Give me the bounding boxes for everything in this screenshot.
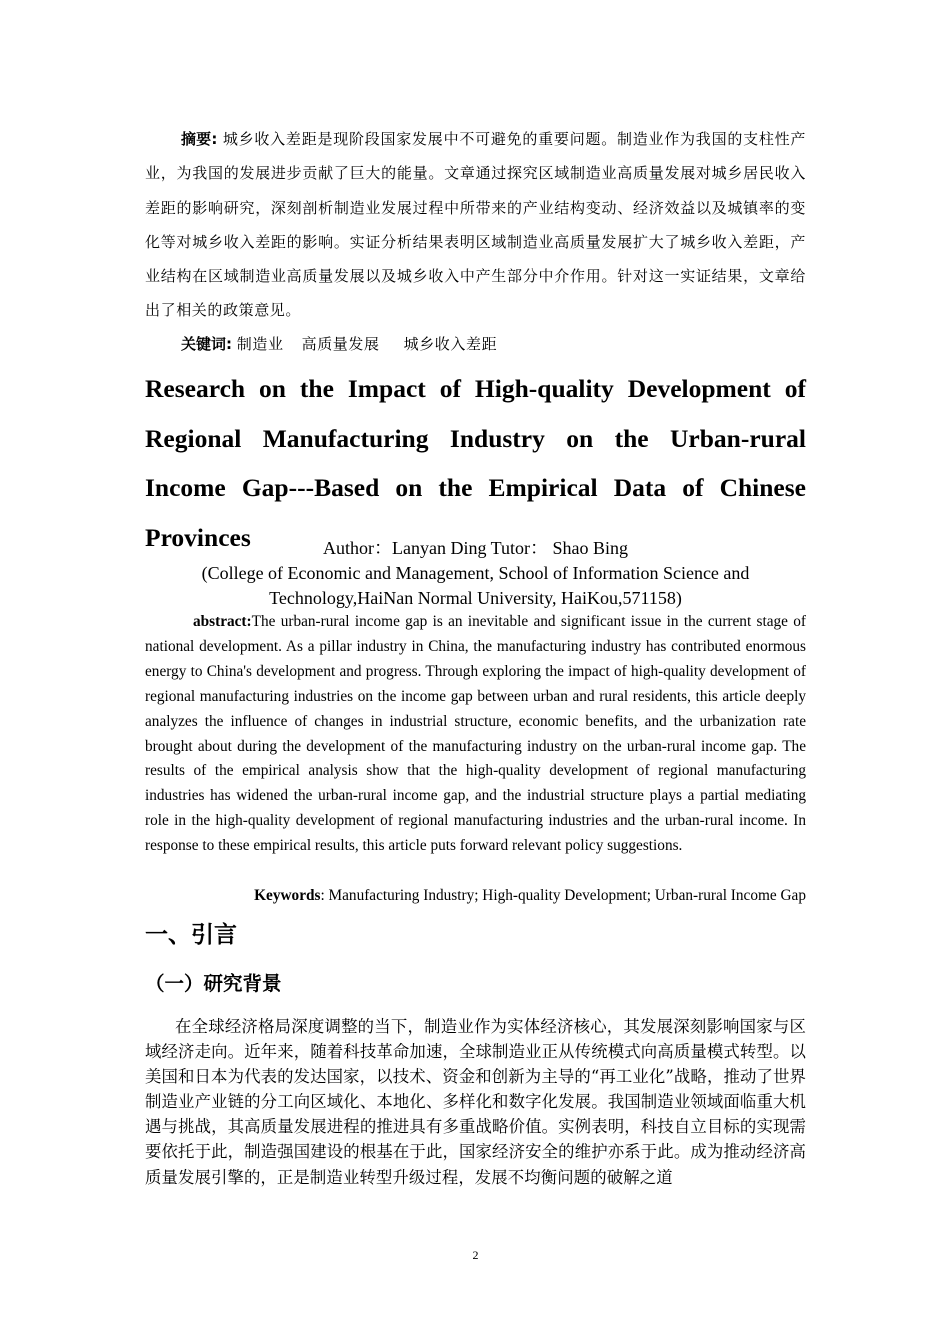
chinese-keyword: 高质量发展	[301, 335, 380, 353]
english-abstract	[145, 610, 806, 859]
english-keywords-text: : Manufacturing Industry; High-quality Development; Urban-rural Income Gap	[320, 887, 806, 904]
chinese-keywords-label: 关键词:	[181, 335, 232, 353]
chinese-abstract	[145, 122, 806, 328]
chinese-abstract-label: 摘要:	[181, 130, 218, 148]
subsection-heading: （一）研究背景	[145, 972, 282, 995]
english-title: Research on the Impact of High-quality Development of Regional Manufacturing Industry on the Urban-rural Income Gap---Based on the Empirical Data of Chinese Provinces	[145, 374, 806, 552]
english-keywords	[145, 884, 806, 909]
chinese-keyword: 城乡收入差距	[403, 335, 498, 353]
author-line: Author：Lanyan Ding Tutor： Shao Bing	[322, 538, 628, 558]
chinese-keyword: 制造业	[236, 335, 284, 353]
page-number: 2	[472, 1248, 479, 1262]
section-heading: 一、引言	[145, 922, 237, 948]
body-paragraph: 在全球经济格局深度调整的当下，制造业作为实体经济核心，其发展深刻影响国家与区域经济走向。近年来，随着科技革命加速，全球制造业正从传统模式向高质量模式转型。以美国和日本为代表的发达国家，以技术、资金和创新为主导的“再工业化”战略，推动了世界制造业产业链的分工向区域化、本地化、多样化和数字化发展。我国制造业领域面临重大机遇与挑战，其高质量发展进程的推进具有多重战略价值。实例表明，科技自立目标的实现需要依托于此，制造强国建设的根基在于此，国家经济安全的维护亦系于此。成为推动经济高质量发展引擎的，正是制造业转型升级过程，发展不均衡问题的破解之道	[145, 1017, 806, 1187]
chinese-keywords	[181, 331, 806, 357]
english-keywords-label: Keywords	[254, 887, 321, 904]
english-abstract-text: The urban-rural income gap is an inevitable and significant issue in the current stage of national development. As a pillar industry in China, the manufacturing industry has contributed enormous energy to China's development and progress. Through exploring the impact of high-quality development of regional manufacturing industries on the income gap between urban and rural residents, this article deeply analyzes the influence of changes in industrial structure, economic benefits, and the urbanization rate brought about during the development of the manufacturing industry on the urban-rural income gap. The results of the empirical analysis show that the high-quality development of regional manufacturing industries has widened the urban-rural income gap, and the industrial structure plays a partial mediating role in the high-quality development of regional manufacturing industries and the urban-rural income. In response to these empirical results, this article puts forward relevant policy suggestions.	[145, 613, 806, 855]
affiliation: (College of Economic and Management, School of Information Science and Technology,HaiNan Normal University, HaiKou,571158)	[201, 563, 750, 608]
english-abstract-label: abstract:	[193, 613, 252, 630]
chinese-abstract-text: 城乡收入差距是现阶段国家发展中不可避免的重要问题。制造业作为我国的支柱性产业，为我国的发展进步贡献了巨大的能量。文章通过探究区域制造业高质量发展对城乡居民收入差距的影响研究，深刻剖析制造业发展过程中所带来的产业结构变动、经济效益以及城镇率的变化等对城乡收入差距的影响。实证分析结果表明区域制造业高质量发展扩大了城乡收入差距，产业结构在区域制造业高质量发展以及城乡收入中产生部分中介作用。针对这一实证结果，文章给出了相关的政策意见。	[145, 130, 806, 320]
